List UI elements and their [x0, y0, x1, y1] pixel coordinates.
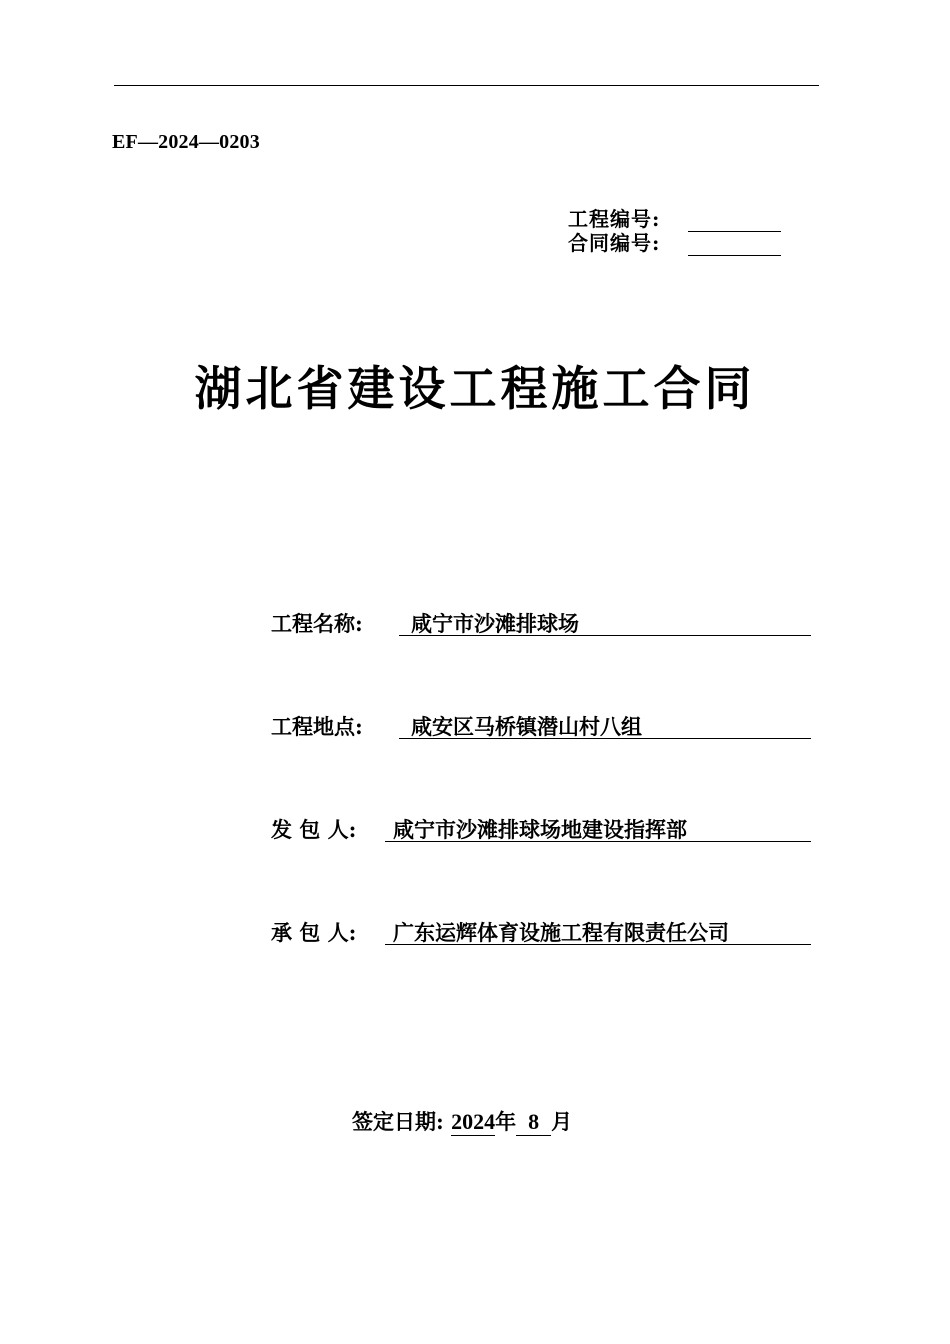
sign-date-year[interactable]: 2024: [451, 1109, 496, 1134]
sign-date-year-unit: 年: [495, 1109, 517, 1134]
project-name-label: 工程名称:: [271, 611, 363, 636]
project-number-line: [568, 203, 781, 231]
project-name-value[interactable]: 咸宁市沙滩排球场: [399, 608, 811, 636]
employer-label: 发 包 人:: [271, 817, 357, 842]
project-name-field: [271, 608, 579, 642]
contract-number-label: 合同编号:: [568, 231, 661, 255]
contractor-label: 承 包 人:: [271, 920, 357, 945]
header-rule: [114, 85, 819, 86]
sign-date-label: 签定日期:: [352, 1109, 444, 1134]
contract-number-line: [568, 227, 781, 255]
contractor-value[interactable]: 广东运辉体育设施工程有限责任公司: [385, 917, 811, 945]
document-title: 湖北省建设工程施工合同: [194, 362, 756, 417]
project-number-label: 工程编号:: [568, 207, 661, 231]
contractor-field: [271, 917, 729, 951]
sign-date-month-unit: 月: [551, 1109, 573, 1134]
sign-date-month[interactable]: 8: [516, 1109, 551, 1136]
sign-date: [352, 1106, 572, 1136]
employer-field: [271, 814, 687, 848]
project-location-label: 工程地点:: [271, 714, 363, 739]
document-code: EF—2024—0203: [112, 131, 260, 153]
project-location-field: [271, 711, 642, 745]
project-location-value[interactable]: 咸安区马桥镇潜山村八组: [399, 711, 811, 739]
employer-value[interactable]: 咸宁市沙滩排球场地建设指挥部: [385, 814, 811, 842]
contract-number-blank[interactable]: [688, 235, 781, 256]
